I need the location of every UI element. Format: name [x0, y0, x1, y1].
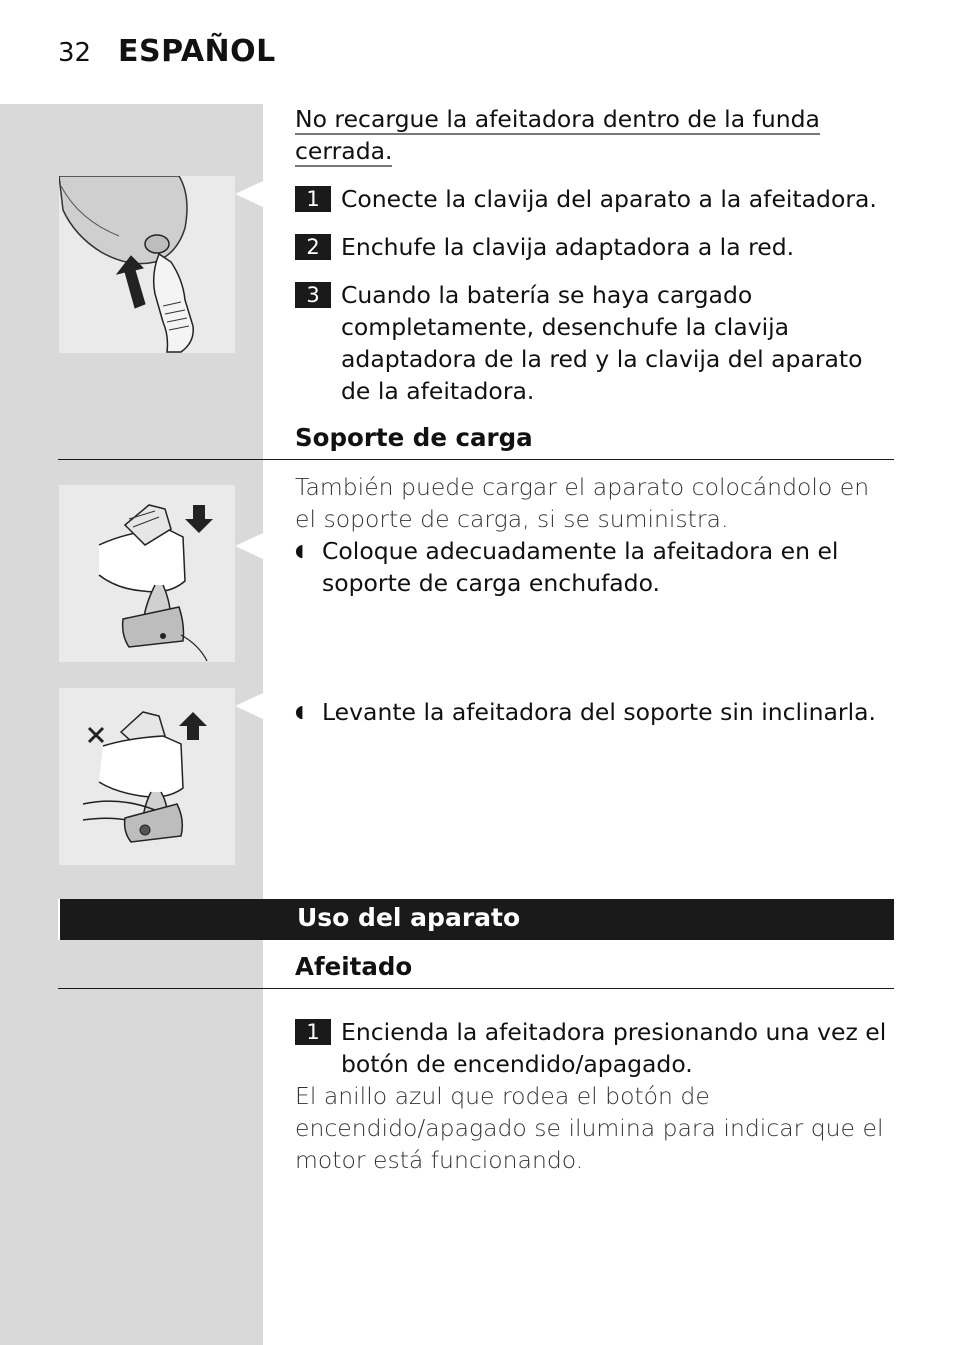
bullet-text: Levante la afeitadora del soporte sin inclinarla. — [322, 698, 876, 726]
charging-step — [295, 183, 895, 215]
section-heading-charging-stand: Soporte de carga — [295, 423, 533, 452]
step-number: 3 — [295, 282, 331, 308]
shaving-note: El anillo azul que rodea el botón de encendido/apagado se ilumina para indicar que el motor está funcionando. — [295, 1082, 884, 1174]
step-number: 1 — [295, 1019, 331, 1045]
bullet-item — [295, 696, 895, 728]
illustration-pointer — [235, 181, 263, 207]
warning-text: No recargue la afeitadora dentro de la funda cerrada. — [295, 105, 820, 165]
bullet-text: Coloque adecuadamente la afeitadora en el soporte de carga enchufado. — [322, 537, 839, 597]
illustration-pointer — [235, 533, 263, 559]
chapter-bar — [58, 899, 894, 940]
bullet-icon: ◖ — [295, 541, 304, 561]
step-text: Cuando la batería se haya cargado completamente, desenchufe la clavija adaptadora de la red y la clavija del aparato de la afeitadora. — [341, 281, 863, 405]
bullet-item — [295, 535, 895, 599]
step-text: Enchufe la clavija adaptadora a la red. — [341, 233, 795, 261]
shaver-plug-illustration — [59, 176, 235, 353]
shaving-step — [295, 1016, 895, 1080]
language-title: ESPAÑOL — [118, 34, 276, 69]
bullet-icon: ◖ — [295, 702, 304, 722]
chapter-title: Uso del aparato — [297, 903, 521, 932]
charging-stand-lift-illustration — [59, 688, 235, 865]
illustration-pointer — [235, 693, 263, 719]
section-heading-shaving: Afeitado — [295, 952, 413, 981]
step-text: Encienda la afeitadora presionando una vez el botón de encendido/apagado. — [341, 1018, 887, 1078]
charging-step — [295, 231, 895, 263]
step-number: 1 — [295, 186, 331, 212]
section-divider — [58, 988, 894, 989]
charging-step — [295, 279, 895, 407]
step-text: Conecte la clavija del aparato a la afeitadora. — [341, 185, 877, 213]
charging-warning — [295, 103, 825, 167]
step-number: 2 — [295, 234, 331, 260]
charging-stand-intro: También puede cargar el aparato colocándolo en el soporte de carga, si se suministra. — [295, 473, 870, 533]
page-number: 32 — [58, 38, 92, 68]
charging-stand-insert-illustration — [59, 485, 235, 662]
section-divider — [58, 459, 894, 460]
